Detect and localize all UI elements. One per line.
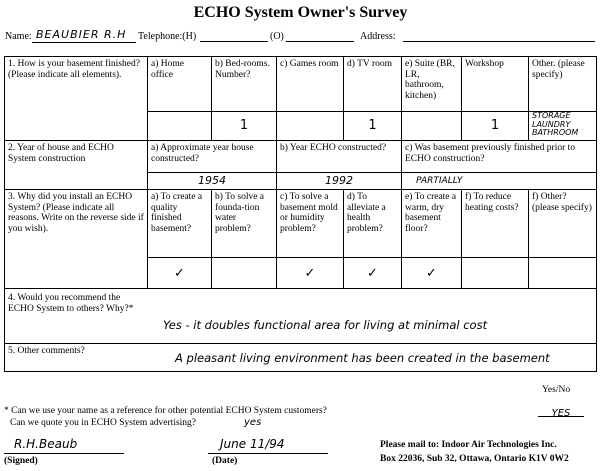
q1-bedrooms-answer[interactable]: 1 (212, 112, 277, 141)
q1-other-label (529, 57, 597, 112)
yes-no-label: Yes/No (542, 385, 571, 395)
q1-games-room-answer[interactable] (277, 112, 344, 141)
q2-previously-finished-label: c) Was basement previously finished prior to ECHO construction? (402, 140, 597, 172)
survey-table (4, 56, 597, 372)
address-field[interactable] (403, 29, 595, 42)
q1-suite-answer[interactable] (402, 112, 462, 141)
q4-answer[interactable]: Yes - it doubles functional area for living at minimal cost (163, 318, 488, 333)
q1-suite-label: e) Suite (BR, LR, bathroom, kitchen) (402, 57, 462, 112)
q3-quality-basement-label: a) To create a quality finished basement? (148, 190, 212, 257)
q2-house-year-label: a) Approximate year house constructed? (148, 140, 277, 172)
signature-field[interactable] (4, 437, 124, 454)
q2-question: 2. Year of house and ECHO System construction (5, 140, 148, 189)
quote-answer[interactable]: yes (244, 417, 262, 428)
page-title: ECHO System Owner's Survey (193, 4, 408, 21)
q3-health-problem-label: d) To alleviate a health problem? (344, 190, 402, 257)
q3-other-label: f) Other? (please specify) (529, 190, 597, 257)
q3-water-problem-check[interactable] (212, 257, 277, 289)
q3-warm-floor-label: e) To create a warm, dry basement floor? (402, 190, 462, 257)
date-label: (Date) (212, 456, 238, 466)
q1-tv-room-answer[interactable]: 1 (344, 112, 402, 141)
date-field[interactable] (208, 437, 328, 454)
address-label: Address: (360, 31, 396, 42)
q3-mold-humidity-label: c) To solve a basement mold or humidity problem? (277, 190, 344, 257)
q2-house-year-answer[interactable]: 1954 (148, 172, 277, 190)
mail-to-line-2: Box 22036, Sub 32, Ottawa, Ontario K1V 0W2 (380, 454, 569, 464)
q4-row (5, 289, 597, 344)
q1-bedrooms-label: b) Bed-rooms. Number? (212, 57, 277, 112)
q3-water-problem-label: b) To solve a founda-tion water problem? (212, 190, 277, 257)
telephone-office-label: (O) (270, 31, 284, 42)
q2-previously-finished-answer[interactable]: PARTIALLY (402, 172, 597, 190)
signature: R.H.Beaub (14, 437, 78, 451)
telephone-home-label: Telephone:(H) (138, 31, 197, 42)
reference-question: * Can we use your name as a reference for other potential ECHO System customers? (4, 406, 327, 416)
quote-question: Can we quote you in ECHO System advertising? (10, 418, 197, 428)
q3-other-check[interactable] (529, 257, 597, 289)
q3-heating-costs-check[interactable] (462, 257, 529, 289)
q1-home-office-label: a) Home office (148, 57, 212, 112)
q1-games-room-label: c) Games room (277, 57, 344, 112)
name-value: BEAUBIER R.H (36, 28, 127, 41)
q1-workshop-label: Workshop (462, 57, 529, 112)
mail-to-line-1: Please mail to: Indoor Air Technologies Inc. (380, 440, 557, 450)
q1-tv-room-label: d) TV room (344, 57, 402, 112)
q5-answer[interactable]: A pleasant living environment has been created in the basement (175, 351, 550, 366)
name-label: Name: (5, 31, 32, 42)
reference-answer-field[interactable] (538, 403, 584, 417)
q2-echo-year-label: b) Year ECHO constructed? (277, 140, 402, 172)
telephone-home-field[interactable] (200, 29, 268, 42)
signed-label: (Signed) (4, 456, 38, 466)
q2-echo-year-answer[interactable]: 1992 (277, 172, 402, 190)
reference-answer: YES (551, 408, 571, 419)
q5-question: 5. Other comments? (8, 346, 85, 357)
date-value: June 11/94 (220, 437, 285, 451)
q1-home-office-answer[interactable] (148, 112, 212, 141)
q3-mold-humidity-check[interactable]: ✓ (277, 257, 344, 289)
q3-quality-basement-check[interactable]: ✓ (148, 257, 212, 289)
q3-warm-floor-check[interactable]: ✓ (402, 257, 462, 289)
telephone-office-field[interactable] (286, 29, 354, 42)
q1-workshop-answer[interactable]: 1 (462, 112, 529, 141)
q1-other-label-text: Other. (please specify) (532, 59, 585, 80)
q4-question: 4. Would you recommend the ECHO System to others? Why?* (8, 293, 134, 314)
q3-question: 3. Why did you install an ECHO System? (Please indicate all reasons. Write on the reverse side if you wish). (5, 190, 148, 289)
q1-question: 1. How is your basement finished? (Please indicate all elements). (5, 57, 148, 141)
q3-heating-costs-label: f) To reduce heating costs? (462, 190, 529, 257)
name-field[interactable] (32, 29, 136, 43)
q1-other-answer[interactable]: STORAGE LAUNDRY BATHROOM (529, 112, 597, 141)
q5-row (5, 344, 597, 372)
q3-health-problem-check[interactable]: ✓ (344, 257, 402, 289)
